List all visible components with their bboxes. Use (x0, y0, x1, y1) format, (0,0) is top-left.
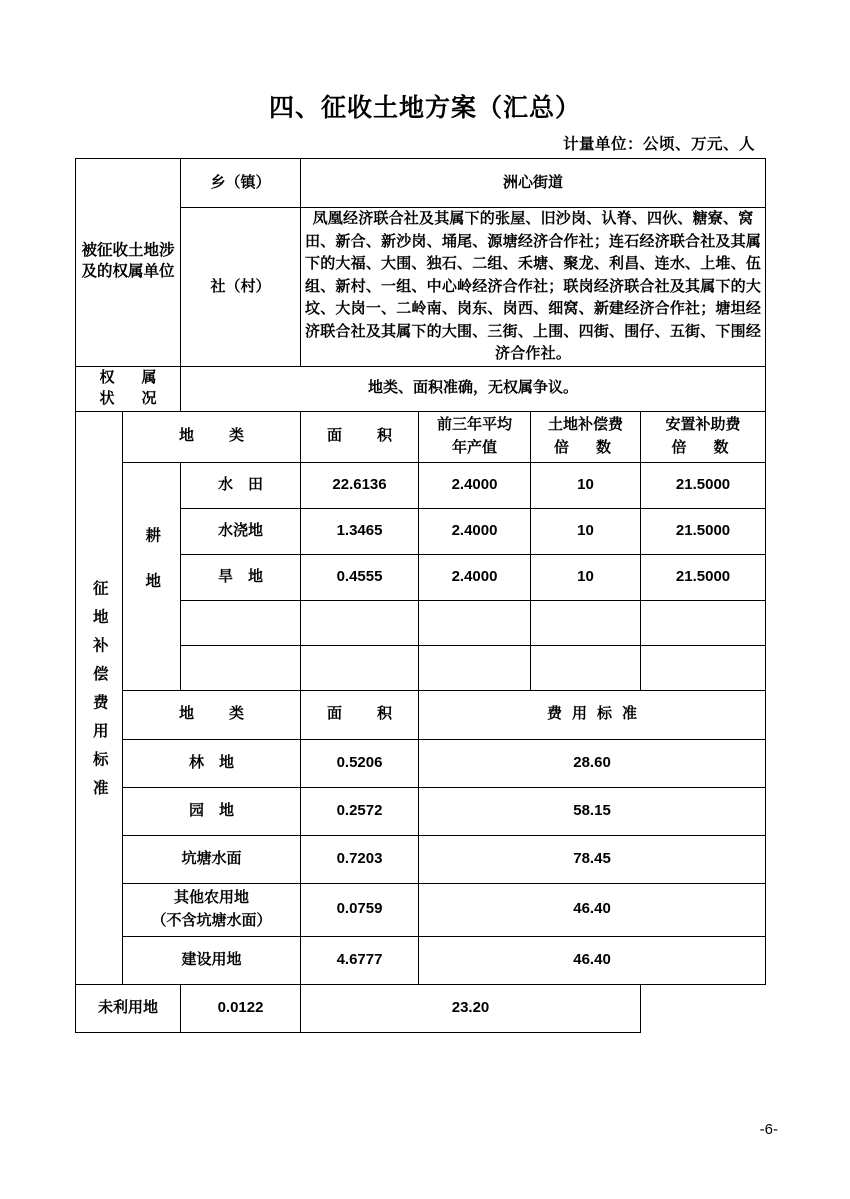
table-header-row-b (76, 690, 766, 739)
cell-fee-standard: 46.40 (419, 883, 766, 936)
cell-land-comp-multiple (531, 645, 641, 690)
land-acquisition-table (75, 158, 766, 1033)
measurement-unit-note: 计量单位：公顷、万元、人 (562, 136, 755, 153)
header-resettle-multiple: 安置补助费 倍 数 (641, 411, 766, 462)
cell-avg-yield: 2.4000 (419, 462, 531, 508)
cell-avg-yield: 2.4000 (419, 508, 531, 554)
cell-area: 0.2572 (301, 787, 419, 835)
cell-resettle-multiple (641, 600, 766, 645)
cell-area: 0.5206 (301, 739, 419, 787)
cell-fee-standard: 46.40 (419, 936, 766, 984)
cell-area (301, 600, 419, 645)
table-row (76, 936, 766, 984)
ownership-status-label-line2: 状 况 (99, 389, 163, 407)
cell-avg-yield (419, 645, 531, 690)
header-land-type-b: 地 类 (123, 690, 301, 739)
cell-area: 0.7203 (301, 835, 419, 883)
cell-land-comp-multiple: 10 (531, 508, 641, 554)
township-label-cell: 乡（镇） (181, 159, 301, 208)
table-row-township (76, 159, 766, 208)
cultivated-land-label-text: 耕地 (143, 526, 161, 618)
table-row (76, 462, 766, 508)
table-header-row-a (76, 411, 766, 462)
ownership-status-label-line1: 权 属 (99, 369, 163, 387)
cell-area: 0.0759 (301, 883, 419, 936)
cell-fee-standard: 58.15 (419, 787, 766, 835)
cell-land-type: 园 地 (123, 787, 301, 835)
cell-area (301, 645, 419, 690)
header-fee-standard: 费用标准 (419, 690, 766, 739)
cell-fee-standard: 23.20 (301, 984, 641, 1032)
cell-land-type: 坑塘水面 (123, 835, 301, 883)
header-land-comp-multiple: 土地补偿费 倍 数 (531, 411, 641, 462)
table-row (76, 739, 766, 787)
cell-area: 0.4555 (301, 554, 419, 600)
compensation-side-label-text: 征地补偿费用标准 (90, 579, 108, 808)
cell-land-type (181, 600, 301, 645)
cell-area: 4.6777 (301, 936, 419, 984)
village-label-cell: 社（村） (181, 208, 301, 367)
cell-resettle-multiple (641, 645, 766, 690)
header-land-type-a: 地 类 (123, 411, 301, 462)
cell-land-type (123, 883, 301, 936)
cell-land-comp-multiple: 10 (531, 554, 641, 600)
cell-resettle-multiple: 21.5000 (641, 462, 766, 508)
page-number: -6- (759, 1121, 778, 1138)
cell-avg-yield (419, 600, 531, 645)
header-avg-yield: 前三年平均 年产值 (419, 411, 531, 462)
cell-fee-standard: 78.45 (419, 835, 766, 883)
cell-land-type: 建设用地 (123, 936, 301, 984)
table-row (76, 787, 766, 835)
cell-avg-yield: 2.4000 (419, 554, 531, 600)
cell-area: 1.3465 (301, 508, 419, 554)
cultivated-land-label (123, 462, 181, 690)
cell-fee-standard: 28.60 (419, 739, 766, 787)
page-title: 四、征收土地方案（汇总） (268, 94, 581, 122)
cell-land-comp-multiple: 10 (531, 462, 641, 508)
cell-land-type: 林 地 (123, 739, 301, 787)
ownership-units-label (76, 159, 181, 367)
cell-land-type: 水 田 (181, 462, 301, 508)
header-area-a: 面 积 (301, 411, 419, 462)
cell-land-type: 未利用地 (76, 984, 181, 1032)
cell-land-type (181, 645, 301, 690)
land-acquisition-table-wrapper (75, 158, 765, 1033)
cell-land-type-line1: 其他农用地 (174, 889, 250, 906)
cell-land-type: 水浇地 (181, 508, 301, 554)
cell-resettle-multiple: 21.5000 (641, 508, 766, 554)
ownership-status-value: 地类、面积准确，无权属争议。 (181, 366, 766, 411)
cell-area: 0.0122 (181, 984, 301, 1032)
cell-land-type: 旱 地 (181, 554, 301, 600)
compensation-side-label (76, 411, 123, 984)
table-row-ownership-status (76, 366, 766, 411)
village-value-cell: 凤凰经济联合社及其属下的张屋、旧沙岗、认脊、四伙、糖寮、窝田、新合、新沙岗、埇尾、源塘经济合作社；连石经济联合社及其属下的大福、大围、独石、二组、禾塘、聚龙、利昌、连水、上堆、伍组、新村、一组、中心岭经济合作社；联岗经济联合社及其属下的大坟、大岗一、二岭南、岗东、岗西、细窝、新建经济合作社；塘坦经济联合社及其属下的大围、三街、上围、四街、围仔、五街、下围经济合作社。 (301, 208, 766, 367)
table-row (76, 835, 766, 883)
cell-resettle-multiple: 21.5000 (641, 554, 766, 600)
ownership-status-label (76, 366, 181, 411)
table-row (76, 883, 766, 936)
cell-area: 22.6136 (301, 462, 419, 508)
ownership-units-label-text: 被征收土地涉及的权属单位 (81, 242, 175, 281)
header-area-b: 面 积 (301, 690, 419, 739)
table-row (76, 984, 766, 1032)
township-value-cell: 洲心街道 (301, 159, 766, 208)
cell-land-comp-multiple (531, 600, 641, 645)
cell-land-type-line2: （不含坑塘水面） (151, 911, 272, 929)
